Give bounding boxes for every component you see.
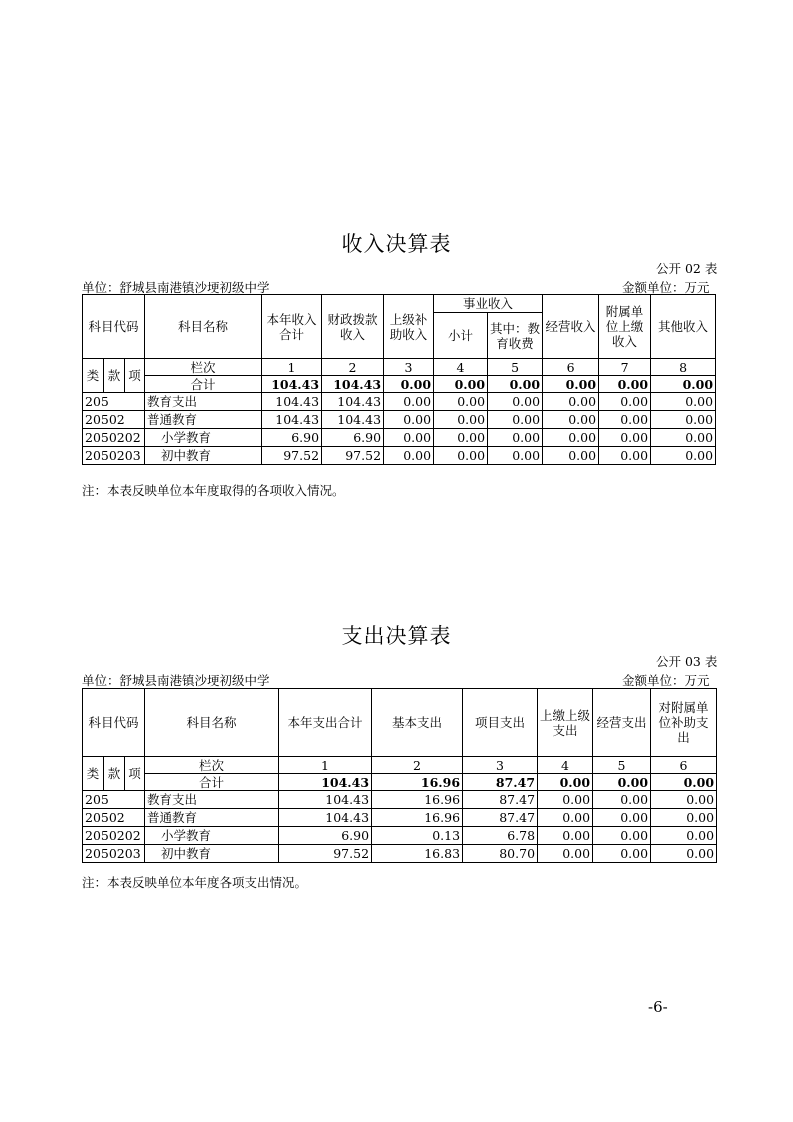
income-form-number: 公开 02 表 bbox=[656, 261, 718, 276]
header-edu-fee: 其中：教育收费 bbox=[488, 313, 543, 359]
row-value: 0.00 bbox=[384, 447, 434, 465]
header-operating: 经营收入 bbox=[543, 295, 599, 359]
row-value: 104.43 bbox=[262, 411, 322, 429]
row-value: 16.96 bbox=[372, 809, 463, 827]
row-value: 6.90 bbox=[262, 429, 322, 447]
row-value: 0.00 bbox=[651, 447, 716, 465]
row-value: 0.00 bbox=[384, 429, 434, 447]
row-value: 104.43 bbox=[279, 809, 372, 827]
row-value: 0.00 bbox=[543, 447, 599, 465]
expense-table-title: 支出决算表 bbox=[341, 624, 452, 648]
row-value: 97.52 bbox=[279, 845, 372, 863]
row-value: 0.00 bbox=[543, 429, 599, 447]
row-value: 0.00 bbox=[488, 393, 543, 411]
row-value: 97.52 bbox=[262, 447, 322, 465]
row-value: 0.00 bbox=[488, 411, 543, 429]
expense-form-number: 公开 03 表 bbox=[656, 654, 718, 669]
row-name: 教育支出 bbox=[145, 393, 262, 411]
expense-unit: 单位：舒城县南港镇沙埂初级中学 bbox=[82, 673, 270, 688]
row-value: 104.43 bbox=[322, 393, 384, 411]
row-value: 97.52 bbox=[322, 447, 384, 465]
column-number-label: 栏次 bbox=[145, 757, 279, 774]
row-name: 初中教育 bbox=[145, 447, 262, 465]
header-fiscal: 财政拨款收入 bbox=[322, 295, 384, 359]
row-value: 6.78 bbox=[463, 827, 538, 845]
row-value: 80.70 bbox=[463, 845, 538, 863]
table-row bbox=[83, 827, 717, 845]
row-value: 0.00 bbox=[599, 393, 651, 411]
row-value: 0.00 bbox=[593, 845, 651, 863]
row-value: 0.00 bbox=[543, 411, 599, 429]
row-value: 104.43 bbox=[322, 411, 384, 429]
row-value: 87.47 bbox=[463, 809, 538, 827]
row-code: 205 bbox=[83, 791, 145, 809]
row-value: 0.00 bbox=[593, 809, 651, 827]
income-table bbox=[82, 294, 716, 465]
column-number: 4 bbox=[434, 359, 488, 376]
total-value: 87.47 bbox=[463, 774, 538, 791]
row-value: 16.83 bbox=[372, 845, 463, 863]
total-value: 0.00 bbox=[651, 376, 716, 393]
row-name: 教育支出 bbox=[145, 791, 279, 809]
total-value: 0.00 bbox=[651, 774, 717, 791]
total-value: 104.43 bbox=[279, 774, 372, 791]
header-code: 科目代码 bbox=[83, 689, 145, 757]
table-row bbox=[83, 845, 717, 863]
row-value: 0.00 bbox=[434, 411, 488, 429]
row-name: 小学教育 bbox=[145, 827, 279, 845]
row-value: 0.00 bbox=[651, 393, 716, 411]
expense-table bbox=[82, 688, 717, 863]
header-lei: 类 bbox=[83, 757, 104, 791]
row-value: 16.96 bbox=[372, 791, 463, 809]
header-xiang: 项 bbox=[125, 757, 145, 791]
total-value: 0.00 bbox=[538, 774, 593, 791]
row-code: 2050203 bbox=[83, 845, 145, 863]
row-value: 0.00 bbox=[488, 429, 543, 447]
column-number: 7 bbox=[599, 359, 651, 376]
row-value: 0.00 bbox=[384, 393, 434, 411]
row-value: 0.00 bbox=[434, 447, 488, 465]
table-row bbox=[83, 809, 717, 827]
expense-note: 注：本表反映单位本年度各项支出情况。 bbox=[82, 875, 308, 890]
column-number: 6 bbox=[543, 359, 599, 376]
row-value: 0.13 bbox=[372, 827, 463, 845]
row-value: 0.00 bbox=[384, 411, 434, 429]
total-value: 0.00 bbox=[543, 376, 599, 393]
header-xiang: 项 bbox=[125, 359, 145, 393]
row-code: 2050203 bbox=[83, 447, 145, 465]
row-value: 87.47 bbox=[463, 791, 538, 809]
income-note: 注：本表反映单位本年度取得的各项收入情况。 bbox=[82, 483, 345, 498]
column-number-label: 栏次 bbox=[145, 359, 262, 376]
row-value: 0.00 bbox=[538, 791, 593, 809]
row-value: 0.00 bbox=[538, 845, 593, 863]
column-number: 1 bbox=[279, 757, 372, 774]
header-subtotal: 小计 bbox=[434, 313, 488, 359]
header-superior: 上缴上级支出 bbox=[538, 689, 593, 757]
row-name: 初中教育 bbox=[145, 845, 279, 863]
total-value: 16.96 bbox=[372, 774, 463, 791]
row-value: 0.00 bbox=[651, 429, 716, 447]
column-number: 6 bbox=[651, 757, 717, 774]
column-number: 5 bbox=[593, 757, 651, 774]
row-value: 0.00 bbox=[651, 845, 717, 863]
income-table-title: 收入决算表 bbox=[341, 232, 452, 256]
row-value: 104.43 bbox=[279, 791, 372, 809]
row-name: 小学教育 bbox=[145, 429, 262, 447]
row-code: 2050202 bbox=[83, 429, 145, 447]
column-number: 2 bbox=[322, 359, 384, 376]
row-name: 普通教育 bbox=[145, 809, 279, 827]
header-name: 科目名称 bbox=[145, 689, 279, 757]
row-value: 6.90 bbox=[322, 429, 384, 447]
header-kuan: 款 bbox=[104, 359, 125, 393]
income-amount-unit: 金额单位：万元 bbox=[622, 280, 710, 295]
row-value: 104.43 bbox=[262, 393, 322, 411]
table-row bbox=[83, 411, 716, 429]
header-lei: 类 bbox=[83, 359, 104, 393]
total-value: 0.00 bbox=[488, 376, 543, 393]
table-row bbox=[83, 429, 716, 447]
table-row bbox=[83, 447, 716, 465]
row-value: 0.00 bbox=[434, 429, 488, 447]
header-name: 科目名称 bbox=[145, 295, 262, 359]
table-row bbox=[83, 791, 717, 809]
row-value: 0.00 bbox=[599, 429, 651, 447]
header-affiliated: 对附属单位补助支出 bbox=[651, 689, 717, 757]
row-code: 20502 bbox=[83, 411, 145, 429]
total-value: 0.00 bbox=[599, 376, 651, 393]
column-number: 5 bbox=[488, 359, 543, 376]
column-number: 4 bbox=[538, 757, 593, 774]
row-value: 0.00 bbox=[599, 447, 651, 465]
header-kuan: 款 bbox=[104, 757, 125, 791]
total-value: 104.43 bbox=[322, 376, 384, 393]
header-operating: 经营支出 bbox=[593, 689, 651, 757]
header-superior: 上级补助收入 bbox=[384, 295, 434, 359]
column-number: 1 bbox=[262, 359, 322, 376]
row-name: 普通教育 bbox=[145, 411, 262, 429]
total-value: 0.00 bbox=[384, 376, 434, 393]
row-value: 0.00 bbox=[593, 791, 651, 809]
expense-amount-unit: 金额单位：万元 bbox=[622, 673, 710, 688]
header-project: 项目支出 bbox=[463, 689, 538, 757]
header-basic: 基本支出 bbox=[372, 689, 463, 757]
row-value: 0.00 bbox=[651, 411, 716, 429]
row-value: 0.00 bbox=[488, 447, 543, 465]
row-value: 0.00 bbox=[593, 827, 651, 845]
row-value: 0.00 bbox=[651, 827, 717, 845]
row-value: 0.00 bbox=[538, 809, 593, 827]
row-value: 6.90 bbox=[279, 827, 372, 845]
header-affiliated: 附属单位上缴收入 bbox=[599, 295, 651, 359]
column-number: 3 bbox=[384, 359, 434, 376]
header-total: 本年支出合计 bbox=[279, 689, 372, 757]
table-row bbox=[83, 393, 716, 411]
row-value: 0.00 bbox=[543, 393, 599, 411]
row-code: 2050202 bbox=[83, 827, 145, 845]
row-value: 0.00 bbox=[599, 411, 651, 429]
total-value: 104.43 bbox=[262, 376, 322, 393]
total-value: 0.00 bbox=[593, 774, 651, 791]
row-code: 20502 bbox=[83, 809, 145, 827]
row-value: 0.00 bbox=[651, 791, 717, 809]
header-other: 其他收入 bbox=[651, 295, 716, 359]
header-business: 事业收入 bbox=[434, 295, 543, 313]
row-value: 0.00 bbox=[651, 809, 717, 827]
row-code: 205 bbox=[83, 393, 145, 411]
header-code: 科目代码 bbox=[83, 295, 145, 359]
column-number: 3 bbox=[463, 757, 538, 774]
column-number: 2 bbox=[372, 757, 463, 774]
total-label: 合计 bbox=[145, 774, 279, 791]
header-total: 本年收入合计 bbox=[262, 295, 322, 359]
income-unit: 单位：舒城县南港镇沙埂初级中学 bbox=[82, 280, 270, 295]
column-number: 8 bbox=[651, 359, 716, 376]
row-value: 0.00 bbox=[434, 393, 488, 411]
total-label: 合计 bbox=[145, 376, 262, 393]
row-value: 0.00 bbox=[538, 827, 593, 845]
page-number: -6- bbox=[648, 998, 668, 1016]
total-value: 0.00 bbox=[434, 376, 488, 393]
